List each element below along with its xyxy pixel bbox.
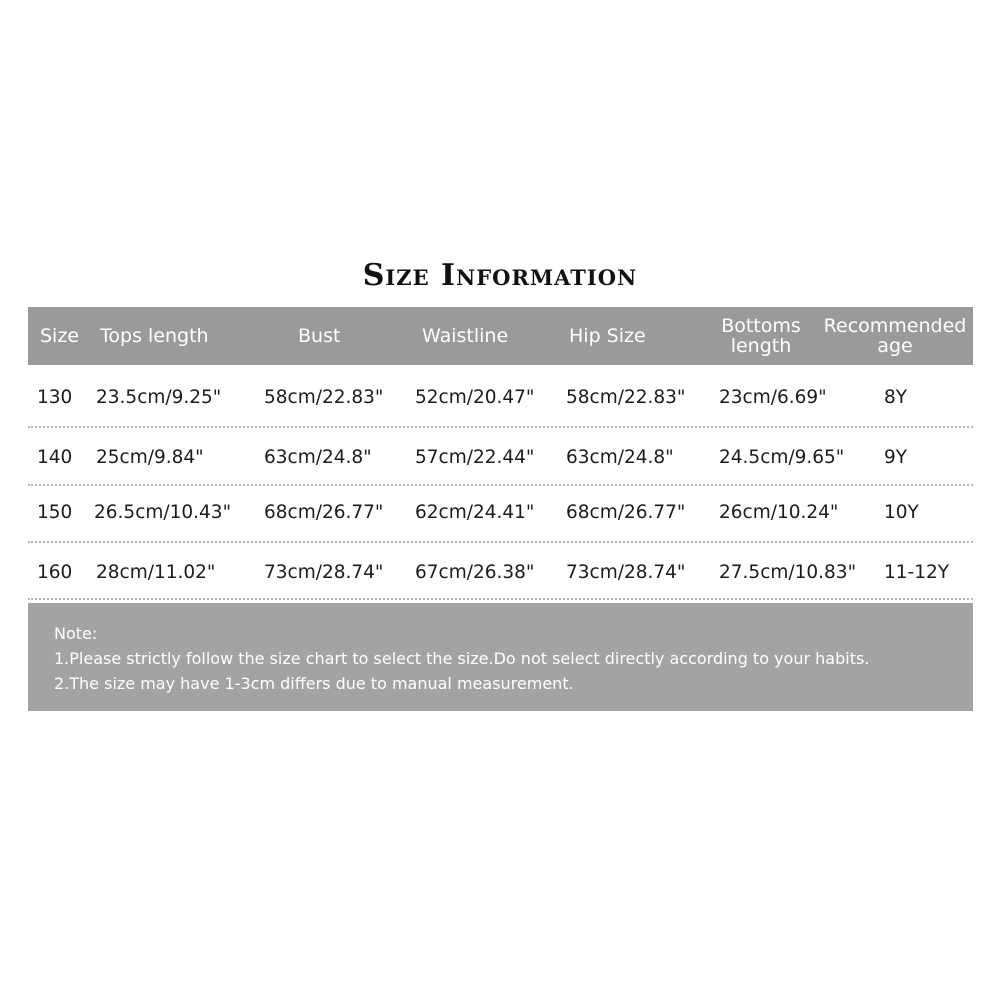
table-row [28, 547, 973, 597]
cell-recommended-age: 11-12Y [884, 561, 950, 583]
cell-bust: 63cm/24.8" [264, 446, 372, 468]
header-recommended-age [820, 307, 970, 365]
cell-size: 160 [37, 561, 73, 583]
cell-tops-length: 28cm/11.02" [96, 561, 216, 583]
cell-recommended-age: 8Y [884, 386, 908, 408]
header-tops-length: Tops length [100, 325, 209, 347]
table-row [28, 372, 973, 422]
cell-tops-length: 25cm/9.84" [96, 446, 204, 468]
header-recommended-age-line2: age [877, 335, 913, 357]
cell-size: 130 [37, 386, 73, 408]
cell-hip-size: 58cm/22.83" [566, 386, 686, 408]
header-hip-size: Hip Size [569, 325, 646, 347]
header-bottoms-length-line1: Bottoms [721, 315, 801, 337]
cell-bottoms-length: 23cm/6.69" [719, 386, 827, 408]
page-title: Size Information [362, 258, 638, 293]
cell-size: 150 [37, 501, 73, 523]
cell-bust: 73cm/28.74" [264, 561, 384, 583]
cell-tops-length: 23.5cm/9.25" [96, 386, 222, 408]
cell-waistline: 52cm/20.47" [415, 386, 535, 408]
table-header [28, 307, 973, 365]
row-divider [28, 484, 973, 486]
cell-hip-size: 63cm/24.8" [566, 446, 674, 468]
cell-hip-size: 68cm/26.77" [566, 501, 686, 523]
note-box [28, 603, 973, 711]
cell-bottoms-length: 26cm/10.24" [719, 501, 839, 523]
cell-recommended-age: 9Y [884, 446, 908, 468]
cell-waistline: 62cm/24.41" [415, 501, 535, 523]
cell-waistline: 57cm/22.44" [415, 446, 535, 468]
cell-bottoms-length: 24.5cm/9.65" [719, 446, 845, 468]
row-divider [28, 426, 973, 428]
cell-bust: 68cm/26.77" [264, 501, 384, 523]
cell-recommended-age: 10Y [884, 501, 919, 523]
header-bottoms-length-line2: length [730, 335, 792, 357]
header-waistline: Waistline [422, 325, 509, 347]
note-line-1: 1.Please strictly follow the size chart to select the size.Do not select directly according to your habits. [54, 649, 870, 668]
row-divider [28, 598, 973, 600]
cell-bust: 58cm/22.83" [264, 386, 384, 408]
note-line-2: 2.The size may have 1-3cm differs due to manual measurement. [54, 674, 574, 693]
table-row [28, 487, 973, 537]
header-recommended-age-line1: Recommended [823, 315, 967, 337]
row-divider [28, 541, 973, 543]
cell-size: 140 [37, 446, 73, 468]
cell-tops-length: 26.5cm/10.43" [94, 501, 232, 523]
header-bust: Bust [298, 325, 341, 347]
cell-waistline: 67cm/26.38" [415, 561, 535, 583]
table-row [28, 432, 973, 482]
cell-hip-size: 73cm/28.74" [566, 561, 686, 583]
header-bottoms-length [708, 307, 814, 365]
note-heading: Note: [54, 624, 98, 643]
cell-bottoms-length: 27.5cm/10.83" [719, 561, 857, 583]
header-size: Size [40, 325, 80, 347]
